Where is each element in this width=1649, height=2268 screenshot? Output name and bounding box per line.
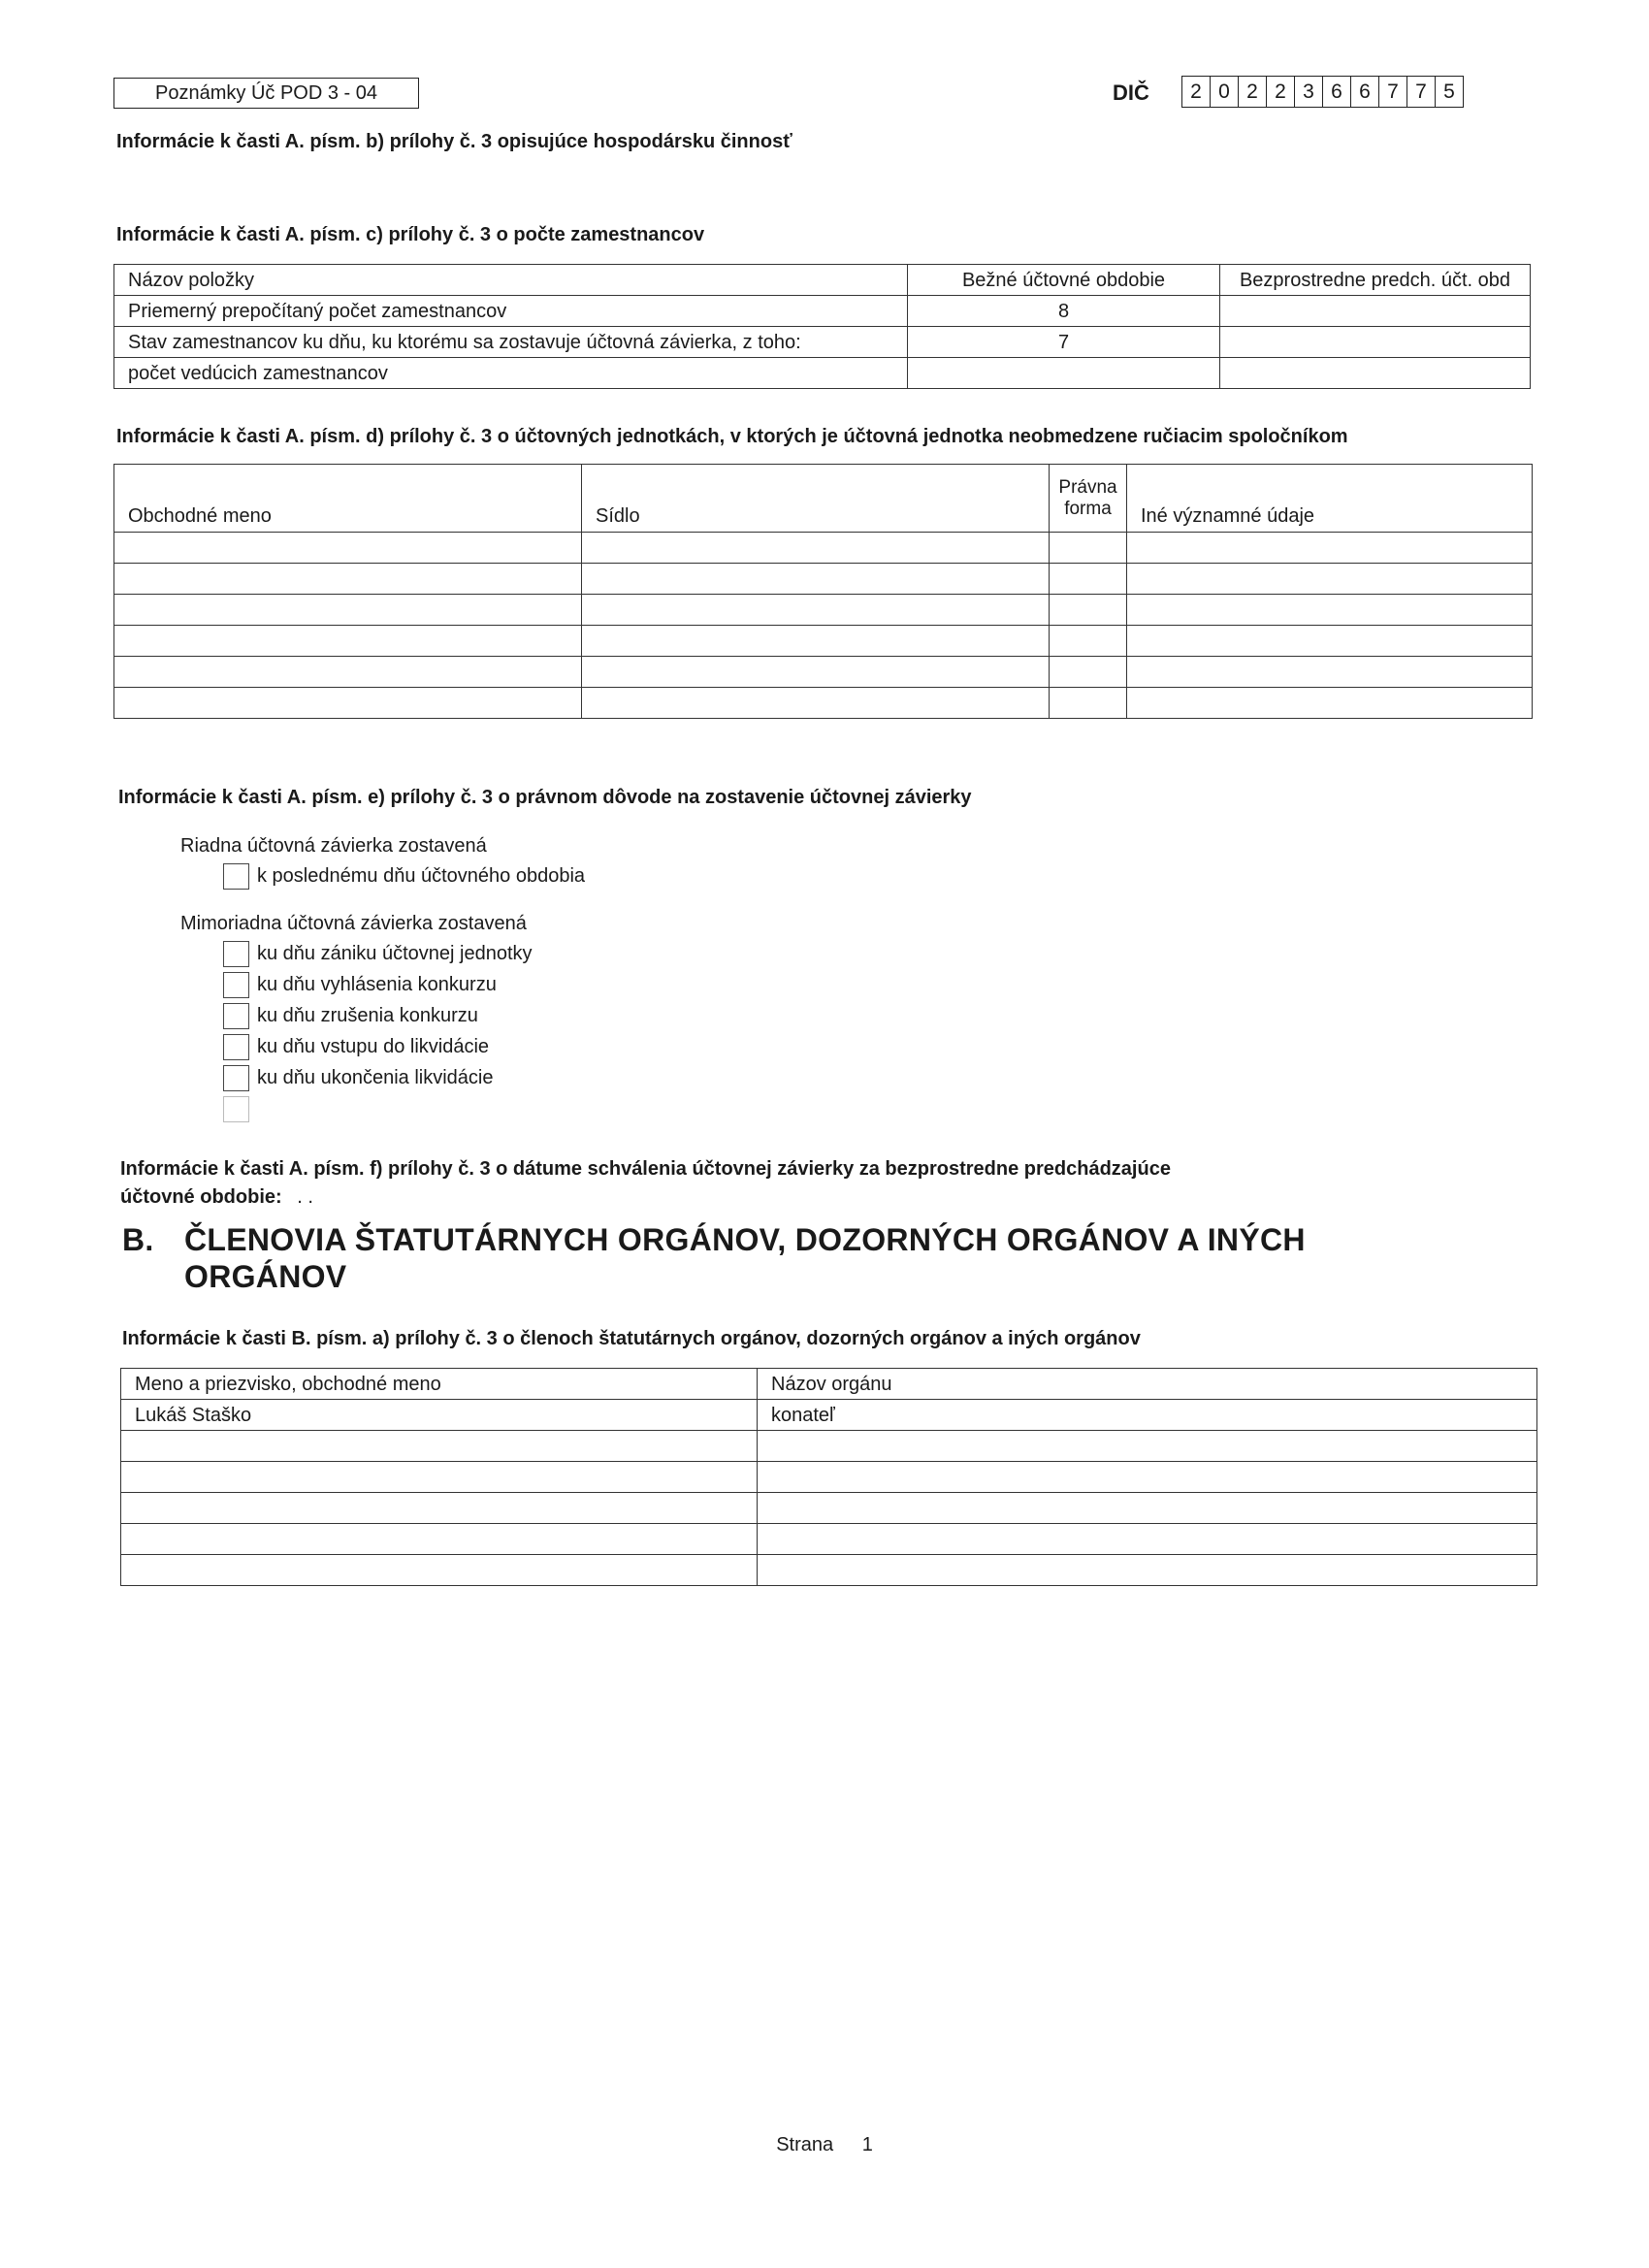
checkbox-option[interactable]	[223, 938, 533, 969]
section-b-letter: B.	[122, 1222, 154, 1257]
dic-digit: 6	[1351, 77, 1379, 107]
checkbox-option[interactable]	[223, 860, 585, 891]
column-header: Bezprostredne predch. účt. obd	[1220, 265, 1531, 296]
table-row	[121, 1400, 1537, 1431]
checkbox[interactable]	[223, 1003, 249, 1029]
checkbox-label: ku dňu zániku účtovnej jednotky	[257, 943, 533, 964]
column-header: Meno a priezvisko, obchodné meno	[121, 1369, 758, 1400]
table-row	[121, 1462, 1537, 1493]
table-row	[121, 1555, 1537, 1586]
checkbox-option[interactable]	[223, 1000, 533, 1031]
row-label: Priemerný prepočítaný počet zamestnancov	[114, 296, 908, 327]
checkbox[interactable]	[223, 863, 249, 890]
checkbox-label: ku dňu zrušenia konkurzu	[257, 1005, 478, 1026]
organ-name: konateľ	[758, 1400, 1537, 1431]
section-a-f-heading-line2	[120, 1185, 313, 1209]
section-b-subheading: Informácie k časti B. písm. a) prílohy č. 3 o členoch štatutárnych orgánov, dozorných orgánov a iných orgánov	[122, 1328, 1141, 1349]
member-name: Lukáš Staško	[121, 1400, 758, 1431]
table-row	[114, 296, 1531, 327]
dic-digit-boxes	[1181, 76, 1464, 108]
dic-digit: 5	[1443, 81, 1455, 103]
table-row	[121, 1524, 1537, 1555]
column-header: Názov orgánu	[758, 1369, 1537, 1400]
section-a-c-heading: Informácie k časti A. písm. c) prílohy č. 3 o počte zamestnancov	[116, 224, 705, 245]
page-number: 1	[861, 2134, 873, 2155]
checkbox[interactable]	[223, 972, 249, 998]
row-label: Stav zamestnancov ku dňu, ku ktorému sa zostavuje účtovná závierka, z toho:	[114, 327, 908, 358]
checkbox-option[interactable]	[223, 1031, 533, 1062]
current-period-value: 8	[908, 296, 1220, 327]
dic-digit: 2	[1267, 77, 1295, 107]
checkbox-option[interactable]	[223, 969, 533, 1000]
dic-digit: 2	[1182, 77, 1211, 107]
page-label: Strana	[776, 2134, 834, 2155]
section-a-e-heading: Informácie k časti A. písm. e) prílohy č. 3 o právnom dôvode na zostavenie účtovnej závierky	[118, 787, 972, 808]
checkbox-option[interactable]	[223, 1062, 533, 1093]
dic-digit: 7	[1407, 77, 1436, 107]
column-header: Bežné účtovné obdobie	[908, 265, 1220, 296]
checkbox-label: ku dňu vstupu do likvidácie	[257, 1036, 490, 1057]
section-b-title-line1: ČLENOVIA ŠTATUTÁRNYCH ORGÁNOV, DOZORNÝCH ORGÁNOV A INÝCH	[184, 1222, 1306, 1257]
table-header-row	[114, 465, 1533, 533]
table-row	[114, 564, 1533, 595]
partners-table	[113, 464, 1533, 719]
section-a-f-heading: Informácie k časti A. písm. f) prílohy č. 3 o dátume schválenia účtovnej závierky za bezprostredne predchádzajúce	[120, 1158, 1171, 1180]
previous-period-value	[1220, 358, 1531, 389]
row-label: počet vedúcich zamestnancov	[114, 358, 908, 389]
current-period-value: 7	[908, 327, 1220, 358]
table-header-row	[114, 265, 1531, 296]
previous-period-value	[1220, 296, 1531, 327]
dic-digit: 6	[1323, 77, 1351, 107]
employees-table	[113, 264, 1531, 389]
form-id-box: Poznámky Úč POD 3 - 04	[113, 78, 419, 109]
checkbox-label: k poslednému dňu účtovného obdobia	[257, 865, 586, 887]
table-row	[121, 1493, 1537, 1524]
table-row	[121, 1431, 1537, 1462]
extraordinary-options	[223, 938, 533, 1124]
regular-statement-label: Riadna účtovná závierka zostavená	[180, 835, 487, 857]
table-row	[114, 595, 1533, 626]
checkbox[interactable]	[223, 1034, 249, 1060]
checkbox[interactable]	[223, 941, 249, 967]
extraordinary-statement-label: Mimoriadna účtovná závierka zostavená	[180, 913, 527, 934]
section-a-d-heading: Informácie k časti A. písm. d) prílohy č. 3 o účtovných jednotkách, v ktorých je účtovná jednotka neobmedzene ručiacim spoločníkom	[116, 426, 1348, 447]
checkbox-option-empty[interactable]	[223, 1093, 533, 1124]
dic-label: DIČ	[1113, 81, 1149, 105]
dic-digit: 7	[1379, 77, 1407, 107]
table-row	[114, 657, 1533, 688]
dic-digit: 0	[1211, 77, 1239, 107]
previous-period-value	[1220, 327, 1531, 358]
section-b-title-line2: ORGÁNOV	[184, 1259, 347, 1294]
checkbox-label: ku dňu ukončenia likvidácie	[257, 1067, 494, 1088]
column-header: Sídlo	[582, 465, 1050, 533]
dic-digit: 2	[1239, 77, 1267, 107]
column-header: Názov položky	[114, 265, 908, 296]
column-header: Iné významné údaje	[1127, 465, 1533, 533]
approval-date-value: . .	[297, 1186, 313, 1208]
checkbox[interactable]	[223, 1065, 249, 1091]
current-period-value	[908, 358, 1220, 389]
table-row	[114, 358, 1531, 389]
table-row	[114, 533, 1533, 564]
table-row	[114, 626, 1533, 657]
regular-options	[223, 860, 585, 891]
checkbox[interactable]	[223, 1096, 249, 1122]
approval-date-label: účtovné obdobie:	[120, 1186, 282, 1208]
column-header: Obchodné meno	[114, 465, 582, 533]
table-header-row	[121, 1369, 1537, 1400]
organ-members-table	[120, 1368, 1537, 1586]
column-header: Právna forma	[1050, 465, 1127, 533]
checkbox-label: ku dňu vyhlásenia konkurzu	[257, 974, 497, 995]
section-b-title	[184, 1221, 1306, 1295]
table-row	[114, 327, 1531, 358]
section-a-b-heading: Informácie k časti A. písm. b) prílohy č. 3 opisujúce hospodársku činnosť	[116, 131, 792, 152]
page-footer	[0, 2134, 1649, 2156]
table-row	[114, 688, 1533, 719]
dic-digit: 3	[1295, 77, 1323, 107]
